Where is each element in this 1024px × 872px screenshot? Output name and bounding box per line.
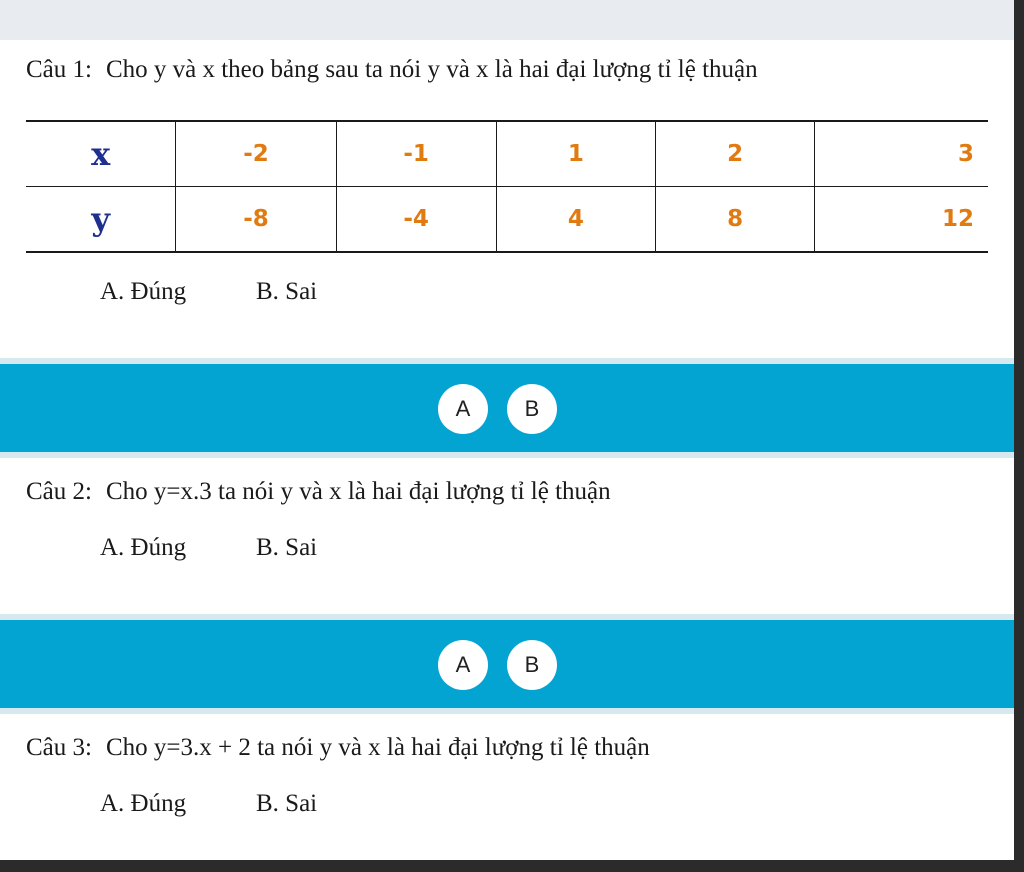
option-a-label: A. Đúng — [100, 278, 187, 305]
question-2-number: Câu 2: — [26, 478, 92, 505]
question-2-answer-bar — [0, 620, 1014, 708]
table-cell: 8 — [655, 187, 814, 253]
table-cell: -8 — [176, 187, 336, 253]
option-b-label: B. Sai — [256, 790, 318, 817]
answer-a-button[interactable]: A — [438, 384, 488, 434]
question-1-number: Câu 1: — [26, 56, 92, 83]
table-cell: 4 — [496, 187, 655, 253]
row-header-x: x — [26, 121, 176, 187]
answer-b-button[interactable]: B — [507, 640, 557, 690]
question-1-answer-bar — [0, 364, 1014, 452]
table-cell: -4 — [336, 187, 496, 253]
table-row-x — [26, 121, 988, 187]
option-b-label: B. Sai — [256, 278, 318, 305]
table-cell: -1 — [336, 121, 496, 187]
bar-divider — [0, 452, 1014, 458]
question-2-options — [100, 534, 317, 562]
top-strip — [0, 0, 1014, 40]
question-3-statement: Cho y=3.x + 2 ta nói y và x là hai đại lượng tỉ lệ thuận — [105, 734, 650, 761]
answer-b-button[interactable]: B — [507, 384, 557, 434]
values-table — [26, 120, 988, 253]
row-header-y: y — [26, 187, 176, 253]
bottom-border — [0, 860, 1014, 872]
option-a-label: A. Đúng — [100, 790, 187, 817]
question-1-statement: Cho y và x theo bảng sau ta nói y và x là hai đại lượng tỉ lệ thuận — [105, 56, 758, 83]
table-cell: 1 — [496, 121, 655, 187]
table-cell: -2 — [176, 121, 336, 187]
question-3-options — [100, 790, 317, 818]
right-border — [1014, 0, 1024, 872]
table-cell: 2 — [655, 121, 814, 187]
question-3-number: Câu 3: — [26, 734, 92, 761]
question-1-text — [26, 56, 758, 84]
question-1-options — [100, 278, 317, 306]
question-2-statement: Cho y=x.3 ta nói y và x là hai đại lượng tỉ lệ thuận — [105, 478, 611, 505]
table-cell: 12 — [815, 187, 988, 253]
answer-a-button[interactable]: A — [438, 640, 488, 690]
table-row-y — [26, 187, 988, 253]
option-b-label: B. Sai — [256, 534, 318, 561]
bar-divider — [0, 708, 1014, 714]
question-2-text — [26, 478, 611, 506]
question-3-text — [26, 734, 650, 762]
table-cell: 3 — [815, 121, 988, 187]
option-a-label: A. Đúng — [100, 534, 187, 561]
